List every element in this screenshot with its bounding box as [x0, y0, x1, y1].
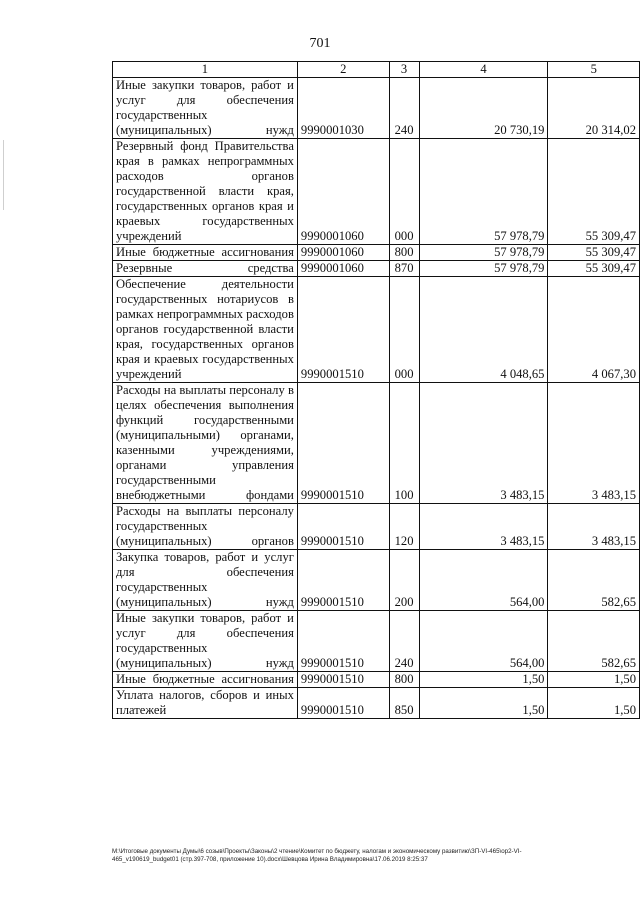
expense-type-cell: 850: [389, 688, 419, 719]
binding-margin-line: [3, 140, 4, 210]
expense-type-cell: 800: [389, 672, 419, 688]
header-col-3: 3: [389, 62, 419, 78]
expense-type-cell: 800: [389, 245, 419, 261]
expense-type-cell: 100: [389, 383, 419, 504]
table-header: [113, 62, 640, 78]
amount-year2-cell: 20 314,02: [548, 78, 640, 139]
amount-year1-cell: 564,00: [419, 611, 548, 672]
expense-name-cell: Обеспечение деятельности государственных нотариусов в рамках непрограммных расходов органов государственной власти края, государственных органов края и краевых государственных учреждений: [113, 277, 298, 383]
target-code-cell: 9990001510: [297, 611, 389, 672]
table-row: [113, 504, 640, 550]
expense-type-cell: 200: [389, 550, 419, 611]
table-row: [113, 139, 640, 245]
amount-year1-cell: 1,50: [419, 672, 548, 688]
expense-type-cell: 000: [389, 139, 419, 245]
budget-table: [112, 61, 640, 719]
target-code-cell: 9990001510: [297, 383, 389, 504]
document-path-footer: M:\Итоговые документы Думы\6 созыв\Проекты\Законы\2 чтение\Комитет по бюджету, налогам и экономическому развитию\ЗП-VI-465\ор2-VI-465_v190619_budget01 (стр.397-708, приложение 10).docx\Шевцова Ирина Владимировна\17.06.2019 8:25:37: [112, 848, 522, 863]
header-col-5: 5: [548, 62, 640, 78]
amount-year1-cell: 3 483,15: [419, 383, 548, 504]
table-body: [113, 78, 640, 719]
target-code-cell: 9990001030: [297, 78, 389, 139]
expense-name-cell: Закупка товаров, работ и услуг для обеспечения государственных (муниципальных) нужд: [113, 550, 298, 611]
expense-name-cell: Уплата налогов, сборов и иных платежей: [113, 688, 298, 719]
amount-year1-cell: 57 978,79: [419, 261, 548, 277]
expense-type-cell: 120: [389, 504, 419, 550]
target-code-cell: 9990001060: [297, 261, 389, 277]
amount-year1-cell: 57 978,79: [419, 139, 548, 245]
amount-year1-cell: 20 730,19: [419, 78, 548, 139]
amount-year2-cell: 3 483,15: [548, 504, 640, 550]
target-code-cell: 9990001510: [297, 504, 389, 550]
amount-year2-cell: 3 483,15: [548, 383, 640, 504]
amount-year1-cell: 1,50: [419, 688, 548, 719]
expense-name-cell: Расходы на выплаты персоналу государственных (муниципальных) органов: [113, 504, 298, 550]
expense-type-cell: 870: [389, 261, 419, 277]
expense-name-cell: Иные закупки товаров, работ и услуг для обеспечения государственных (муниципальных) нужд: [113, 611, 298, 672]
table-row: [113, 277, 640, 383]
amount-year2-cell: 1,50: [548, 688, 640, 719]
table-row: [113, 688, 640, 719]
page-number: 701: [309, 36, 331, 51]
amount-year2-cell: 55 309,47: [548, 139, 640, 245]
amount-year2-cell: 4 067,30: [548, 277, 640, 383]
table-row: [113, 245, 640, 261]
amount-year1-cell: 57 978,79: [419, 245, 548, 261]
amount-year2-cell: 55 309,47: [548, 261, 640, 277]
header-row: [113, 62, 640, 78]
table-row: [113, 261, 640, 277]
expense-name-cell: Иные бюджетные ассигнования: [113, 672, 298, 688]
expense-name-cell: Иные бюджетные ассигнования: [113, 245, 298, 261]
expense-name-cell: Резервные средства: [113, 261, 298, 277]
expense-name-cell: Расходы на выплаты персоналу в целях обеспечения выполнения функций государственными (муниципальными) органами, казенными учреждениями, органами управления государственными внебюджетными фондами: [113, 383, 298, 504]
target-code-cell: 9990001510: [297, 672, 389, 688]
expense-type-cell: 240: [389, 611, 419, 672]
table-row: [113, 78, 640, 139]
header-col-1: 1: [113, 62, 298, 78]
target-code-cell: 9990001510: [297, 277, 389, 383]
amount-year2-cell: 55 309,47: [548, 245, 640, 261]
amount-year2-cell: 582,65: [548, 550, 640, 611]
amount-year1-cell: 3 483,15: [419, 504, 548, 550]
expense-type-cell: 000: [389, 277, 419, 383]
expense-type-cell: 240: [389, 78, 419, 139]
amount-year1-cell: 564,00: [419, 550, 548, 611]
expense-name-cell: Резервный фонд Правительства края в рамках непрограммных расходов органов государственной власти края, государственных органов края и краевых государственных учреждений: [113, 139, 298, 245]
amount-year2-cell: 1,50: [548, 672, 640, 688]
target-code-cell: 9990001510: [297, 688, 389, 719]
amount-year1-cell: 4 048,65: [419, 277, 548, 383]
target-code-cell: 9990001510: [297, 550, 389, 611]
table-row: [113, 611, 640, 672]
table-row: [113, 550, 640, 611]
target-code-cell: 9990001060: [297, 245, 389, 261]
table-row: [113, 672, 640, 688]
table-row: [113, 383, 640, 504]
target-code-cell: 9990001060: [297, 139, 389, 245]
header-col-4: 4: [419, 62, 548, 78]
amount-year2-cell: 582,65: [548, 611, 640, 672]
header-col-2: 2: [297, 62, 389, 78]
expense-name-cell: Иные закупки товаров, работ и услуг для обеспечения государственных (муниципальных) нужд: [113, 78, 298, 139]
